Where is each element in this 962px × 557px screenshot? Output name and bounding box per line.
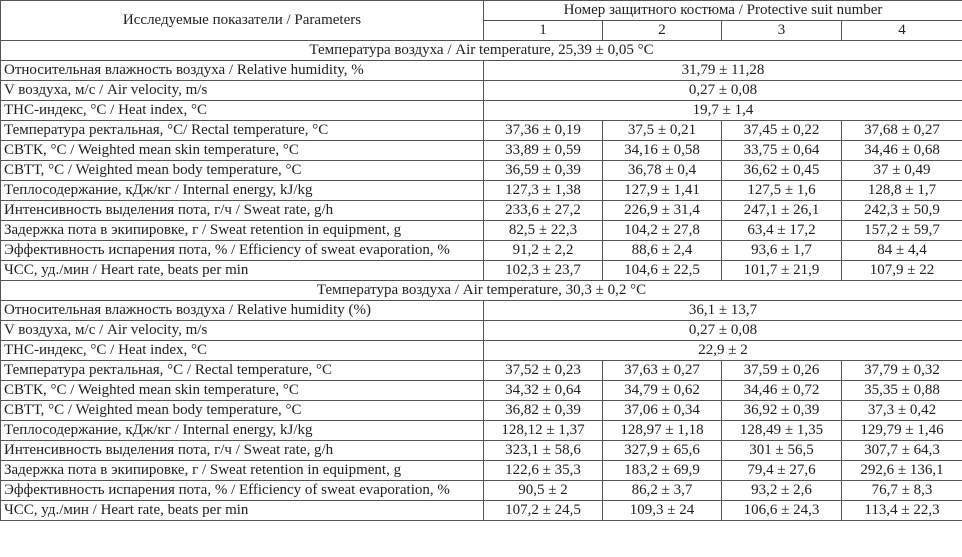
value-cell-suit-3: 247,1 ± 26,1 bbox=[722, 201, 842, 221]
value-cell-suit-1: 91,2 ± 2,2 bbox=[484, 241, 603, 261]
value-cell-suit-2: 104,6 ± 22,5 bbox=[603, 261, 722, 281]
value-cell-suit-1: 107,2 ± 24,5 bbox=[484, 501, 603, 521]
value-cell-suit-3: 33,75 ± 0,64 bbox=[722, 141, 842, 161]
section-header-row bbox=[1, 41, 962, 61]
merged-value-cell: 22,9 ± 2 bbox=[484, 341, 962, 361]
value-cell-suit-1: 36,82 ± 0,39 bbox=[484, 401, 603, 421]
parameter-label: Интенсивность выделения пота, г/ч / Sweat rate, g/h bbox=[1, 201, 484, 221]
merged-value-cell: 19,7 ± 1,4 bbox=[484, 101, 962, 121]
value-cell-suit-3: 127,5 ± 1,6 bbox=[722, 181, 842, 201]
merged-value-cell: 0,27 ± 0,08 bbox=[484, 321, 962, 341]
merged-value-cell: 36,1 ± 13,7 bbox=[484, 301, 962, 321]
value-cell-suit-2: 36,78 ± 0,4 bbox=[603, 161, 722, 181]
table-header bbox=[1, 1, 962, 41]
parameter-label: Температура ректальная, °C / Rectal temperature, °C bbox=[1, 361, 484, 381]
value-cell-suit-1: 90,5 ± 2 bbox=[484, 481, 603, 501]
value-cell-suit-2: 88,6 ± 2,4 bbox=[603, 241, 722, 261]
value-cell-suit-3: 63,4 ± 17,2 bbox=[722, 221, 842, 241]
section-title: Температура воздуха / Air temperature, 25,39 ± 0,05 °C bbox=[1, 41, 962, 61]
table-row bbox=[1, 481, 962, 501]
value-cell-suit-4: 84 ± 4,4 bbox=[842, 241, 962, 261]
parameter-label: Температура ректальная, °C/ Rectal temperature, °C bbox=[1, 121, 484, 141]
table-row bbox=[1, 161, 962, 181]
value-cell-suit-4: 37,3 ± 0,42 bbox=[842, 401, 962, 421]
value-cell-suit-3: 93,6 ± 1,7 bbox=[722, 241, 842, 261]
table-row bbox=[1, 361, 962, 381]
parameter-label: СВТК, °C / Weighted mean skin temperature, °C bbox=[1, 141, 484, 161]
value-cell-suit-3: 36,92 ± 0,39 bbox=[722, 401, 842, 421]
value-cell-suit-3: 93,2 ± 2,6 bbox=[722, 481, 842, 501]
table-row bbox=[1, 441, 962, 461]
value-cell-suit-4: 113,4 ± 22,3 bbox=[842, 501, 962, 521]
parameter-label: V воздуха, м/с / Air velocity, m/s bbox=[1, 81, 484, 101]
value-cell-suit-1: 82,5 ± 22,3 bbox=[484, 221, 603, 241]
value-cell-suit-4: 37,79 ± 0,32 bbox=[842, 361, 962, 381]
value-cell-suit-2: 128,97 ± 1,18 bbox=[603, 421, 722, 441]
value-cell-suit-2: 327,9 ± 65,6 bbox=[603, 441, 722, 461]
value-cell-suit-1: 323,1 ± 58,6 bbox=[484, 441, 603, 461]
parameter-label: ЧСС, уд./мин / Heart rate, beats per min bbox=[1, 501, 484, 521]
value-cell-suit-3: 37,45 ± 0,22 bbox=[722, 121, 842, 141]
parameter-label: Теплосодержание, кДж/кг / Internal energy, kJ/kg bbox=[1, 421, 484, 441]
value-cell-suit-1: 37,52 ± 0,23 bbox=[484, 361, 603, 381]
section-title: Температура воздуха / Air temperature, 30,3 ± 0,2 °C bbox=[1, 281, 962, 301]
value-cell-suit-1: 102,3 ± 23,7 bbox=[484, 261, 603, 281]
value-cell-suit-2: 37,06 ± 0,34 bbox=[603, 401, 722, 421]
parameter-label: Задержка пота в экипировке, г / Sweat retention in equipment, g bbox=[1, 221, 484, 241]
value-cell-suit-4: 37 ± 0,49 bbox=[842, 161, 962, 181]
merged-value-cell: 31,79 ± 11,28 bbox=[484, 61, 962, 81]
value-cell-suit-3: 106,6 ± 24,3 bbox=[722, 501, 842, 521]
value-cell-suit-2: 37,63 ± 0,27 bbox=[603, 361, 722, 381]
suit-number-1: 1 bbox=[484, 21, 603, 41]
value-cell-suit-1: 37,36 ± 0,19 bbox=[484, 121, 603, 141]
parameter-label: V воздуха, м/с / Air velocity, m/s bbox=[1, 321, 484, 341]
value-cell-suit-2: 37,5 ± 0,21 bbox=[603, 121, 722, 141]
value-cell-suit-4: 34,46 ± 0,68 bbox=[842, 141, 962, 161]
suit-number-4: 4 bbox=[842, 21, 962, 41]
parameter-label: Теплосодержание, кДж/кг / Internal energy, kJ/kg bbox=[1, 181, 484, 201]
parameter-label: Интенсивность выделения пота, г/ч / Sweat rate, g/h bbox=[1, 441, 484, 461]
parameters-column-header: Исследуемые показатели / Parameters bbox=[1, 1, 484, 41]
table-row bbox=[1, 461, 962, 481]
value-cell-suit-1: 127,3 ± 1,38 bbox=[484, 181, 603, 201]
parameter-label: СВТК, °C / Weighted mean skin temperature, °C bbox=[1, 381, 484, 401]
table-row bbox=[1, 261, 962, 281]
value-cell-suit-4: 37,68 ± 0,27 bbox=[842, 121, 962, 141]
suit-number-group-header: Номер защитного костюма / Protective suit number bbox=[484, 1, 962, 21]
suit-number-2: 2 bbox=[603, 21, 722, 41]
value-cell-suit-1: 36,59 ± 0,39 bbox=[484, 161, 603, 181]
value-cell-suit-3: 301 ± 56,5 bbox=[722, 441, 842, 461]
table-row bbox=[1, 501, 962, 521]
value-cell-suit-2: 127,9 ± 1,41 bbox=[603, 181, 722, 201]
condition-row bbox=[1, 301, 962, 321]
table-row bbox=[1, 381, 962, 401]
value-cell-suit-4: 292,6 ± 136,1 bbox=[842, 461, 962, 481]
merged-value-cell: 0,27 ± 0,08 bbox=[484, 81, 962, 101]
suit-number-3: 3 bbox=[722, 21, 842, 41]
value-cell-suit-2: 104,2 ± 27,8 bbox=[603, 221, 722, 241]
value-cell-suit-4: 242,3 ± 50,9 bbox=[842, 201, 962, 221]
parameter-label: Эффективность испарения пота, % / Efficiency of sweat evaporation, % bbox=[1, 241, 484, 261]
parameter-label: Эффективность испарения пота, % / Efficiency of sweat evaporation, % bbox=[1, 481, 484, 501]
parameter-label: ТНС-индекс, °C / Heat index, °C bbox=[1, 101, 484, 121]
table-row bbox=[1, 201, 962, 221]
parameter-label: СВТТ, °C / Weighted mean body temperature, °C bbox=[1, 161, 484, 181]
value-cell-suit-2: 183,2 ± 69,9 bbox=[603, 461, 722, 481]
table-body bbox=[1, 41, 962, 521]
value-cell-suit-4: 157,2 ± 59,7 bbox=[842, 221, 962, 241]
value-cell-suit-4: 129,79 ± 1,46 bbox=[842, 421, 962, 441]
value-cell-suit-3: 36,62 ± 0,45 bbox=[722, 161, 842, 181]
parameter-label: Относительная влажность воздуха / Relative humidity, % bbox=[1, 61, 484, 81]
value-cell-suit-1: 122,6 ± 35,3 bbox=[484, 461, 603, 481]
value-cell-suit-2: 226,9 ± 31,4 bbox=[603, 201, 722, 221]
table-row bbox=[1, 241, 962, 261]
value-cell-suit-3: 101,7 ± 21,9 bbox=[722, 261, 842, 281]
table-row bbox=[1, 421, 962, 441]
table-row bbox=[1, 181, 962, 201]
parameter-label: СВТТ, °C / Weighted mean body temperature, °C bbox=[1, 401, 484, 421]
parameter-label: Задержка пота в экипировке, г / Sweat retention in equipment, g bbox=[1, 461, 484, 481]
condition-row bbox=[1, 81, 962, 101]
value-cell-suit-2: 34,79 ± 0,62 bbox=[603, 381, 722, 401]
value-cell-suit-4: 35,35 ± 0,88 bbox=[842, 381, 962, 401]
value-cell-suit-4: 128,8 ± 1,7 bbox=[842, 181, 962, 201]
table-row bbox=[1, 401, 962, 421]
value-cell-suit-1: 34,32 ± 0,64 bbox=[484, 381, 603, 401]
parameter-label: Относительная влажность воздуха / Relative humidity (%) bbox=[1, 301, 484, 321]
value-cell-suit-4: 307,7 ± 64,3 bbox=[842, 441, 962, 461]
condition-row bbox=[1, 321, 962, 341]
value-cell-suit-1: 33,89 ± 0,59 bbox=[484, 141, 603, 161]
value-cell-suit-3: 79,4 ± 27,6 bbox=[722, 461, 842, 481]
condition-row bbox=[1, 341, 962, 361]
table-row bbox=[1, 121, 962, 141]
value-cell-suit-4: 107,9 ± 22 bbox=[842, 261, 962, 281]
condition-row bbox=[1, 61, 962, 81]
value-cell-suit-2: 109,3 ± 24 bbox=[603, 501, 722, 521]
section-header-row bbox=[1, 281, 962, 301]
table-row bbox=[1, 221, 962, 241]
table-row bbox=[1, 141, 962, 161]
value-cell-suit-1: 128,12 ± 1,37 bbox=[484, 421, 603, 441]
parameter-label: ТНС-индекс, °C / Heat index, °C bbox=[1, 341, 484, 361]
condition-row bbox=[1, 101, 962, 121]
value-cell-suit-3: 37,59 ± 0,26 bbox=[722, 361, 842, 381]
value-cell-suit-4: 76,7 ± 8,3 bbox=[842, 481, 962, 501]
value-cell-suit-2: 34,16 ± 0,58 bbox=[603, 141, 722, 161]
value-cell-suit-1: 233,6 ± 27,2 bbox=[484, 201, 603, 221]
value-cell-suit-2: 86,2 ± 3,7 bbox=[603, 481, 722, 501]
parameter-label: ЧСС, уд./мин / Heart rate, beats per min bbox=[1, 261, 484, 281]
value-cell-suit-3: 128,49 ± 1,35 bbox=[722, 421, 842, 441]
value-cell-suit-3: 34,46 ± 0,72 bbox=[722, 381, 842, 401]
